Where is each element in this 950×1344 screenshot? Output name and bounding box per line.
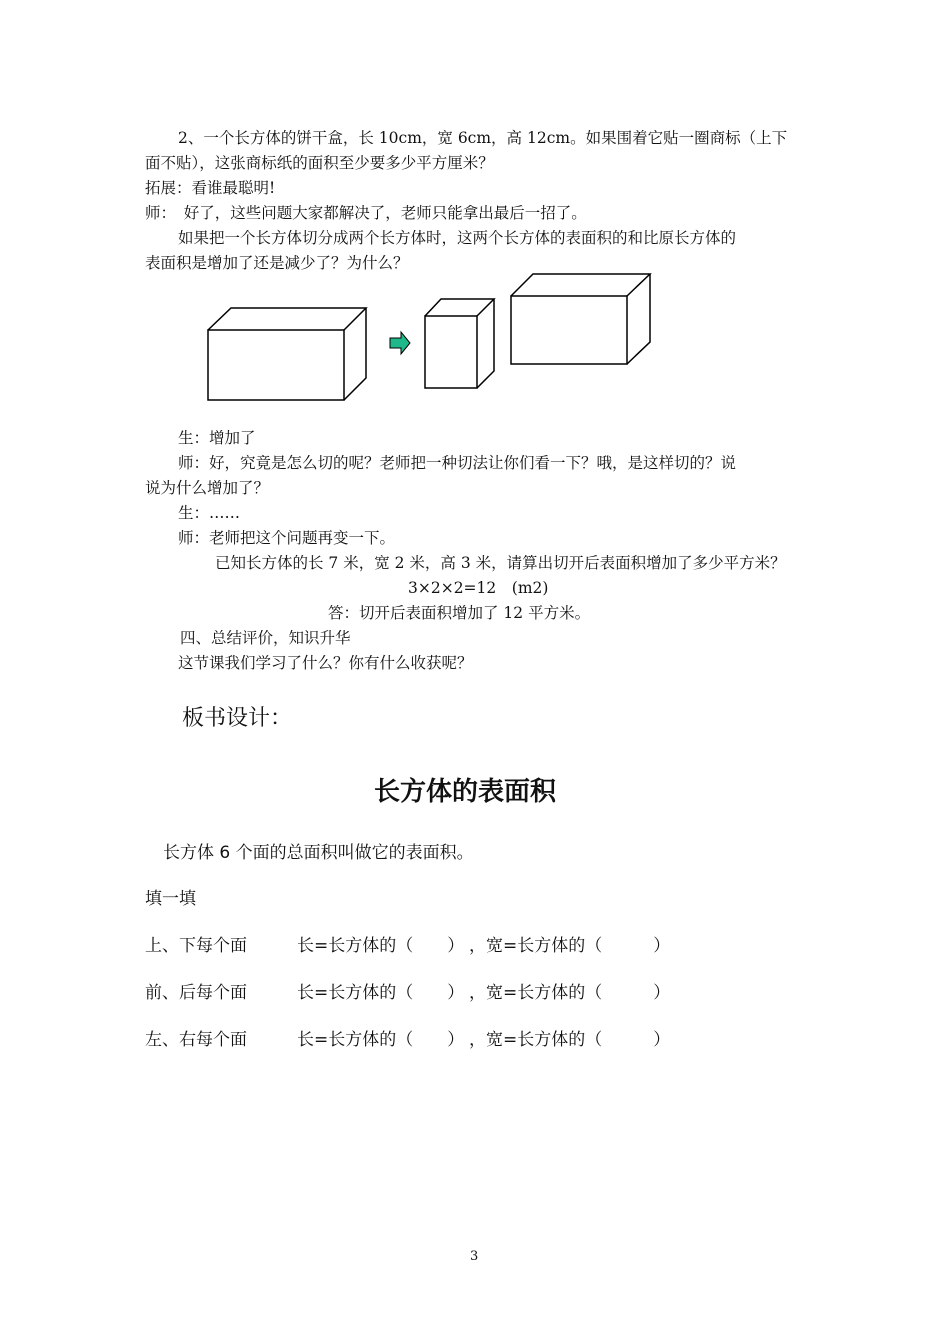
cuboid-cut-figure [200,268,660,408]
extension-label: 拓展：看谁最聪明! [145,179,276,197]
original-cuboid [208,308,366,400]
fill-heading: 填一填 [145,889,196,909]
width-blank: ，宽=长方体的（ ） [469,983,671,1003]
face-label: 上、下每个面 [145,936,247,956]
small-cuboid [425,299,494,388]
face-label: 左、右每个面 [145,1030,247,1050]
definition: 长方体 6 个面的总面积叫做它的表面积。 [163,843,474,863]
fill-row-top-bottom [145,935,745,957]
question-line1: 如果把一个长方体切分成两个长方体时，这两个长方体的表面积的和比原长方体的 [178,229,737,247]
length-blank: 长=长方体的（ ） [297,983,465,1003]
student-line-2: 生：…… [178,504,241,522]
question-line2: 表面积是增加了还是减少了？为什么？ [145,254,409,272]
fill-row-front-back [145,982,745,1004]
teacher-line-2b: 说为什么增加了？ [145,479,270,497]
width-blank: ，宽=长方体的（ ） [469,936,671,956]
arrow-right-icon [390,332,410,354]
formula: 3×2×2=12 (m2) [408,579,549,597]
teacher-line-2a: 师：好，究竟是怎么切的呢？老师把一种切法让你们看一下？哦，是这样切的？说 [178,454,737,472]
student-line-1: 生：增加了 [178,429,256,447]
fill-row-left-right [145,1029,745,1051]
length-blank: 长=长方体的（ ） [297,936,465,956]
teacher-line-1: 师： 好了，这些问题大家都解决了，老师只能拿出最后一招了。 [145,204,587,222]
summary-question: 这节课我们学习了什么？你有什么收获呢？ [178,654,473,672]
q2-line2: 面不贴），这张商标纸的面积至少要多少平方厘米？ [145,154,494,172]
large-cuboid [511,274,650,364]
page-number: 3 [470,1249,479,1264]
q2-line1: 2、一个长方体的饼干盒，长 10cm，宽 6cm，高 12cm。如果围着它贴一圈商标（上下 [178,129,788,147]
board-design-heading: 板书设计： [182,706,293,731]
known-condition: 已知长方体的长 7 米，宽 2 米，高 3 米，请算出切开后表面积增加了多少平方米？ [215,554,786,572]
teacher-line-3: 师：老师把这个问题再变一下。 [178,529,396,547]
section-4-heading: 四、总结评价，知识升华 [180,629,351,647]
face-label: 前、后每个面 [145,983,247,1003]
board-title: 长方体的表面积 [374,777,557,807]
answer: 答：切开后表面积增加了 12 平方米。 [328,604,591,622]
length-blank: 长=长方体的（ ） [297,1030,465,1050]
width-blank: ，宽=长方体的（ ） [469,1030,671,1050]
